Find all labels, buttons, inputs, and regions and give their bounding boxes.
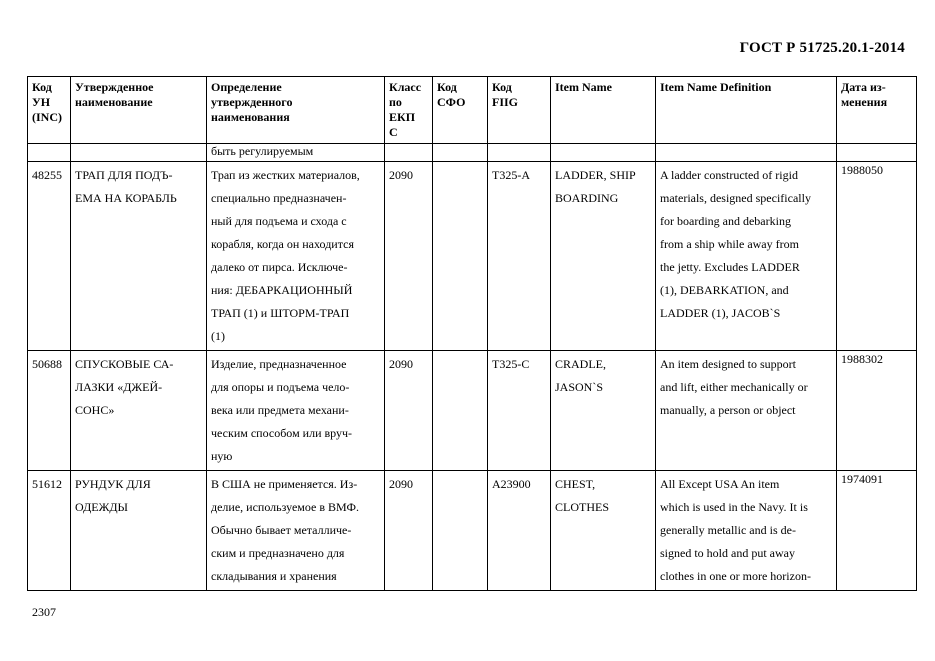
continuation-row (28, 144, 917, 162)
row-item-definition: All Except USA An item which is used in the Navy. It is generally metallic and is de- signed to hold and put away clothes in one or more horizon- (656, 471, 837, 591)
row-fiig: T325-A (488, 162, 551, 351)
row-item-name: CHEST, CLOTHES (551, 471, 656, 591)
col-header-sfo: Код СФО (433, 77, 488, 144)
continuation-definition: быть регулируемым (207, 144, 385, 162)
row-fiig: A23900 (488, 471, 551, 591)
table-row (28, 162, 917, 351)
row-sfo (433, 351, 488, 471)
col-header-definition: Определение утвержденного наименования (207, 77, 385, 144)
row-approved-name: РУНДУК ДЛЯ ОДЕЖДЫ (71, 471, 207, 591)
row-inc: 48255 (28, 162, 71, 351)
col-header-item-definition: Item Name Definition (656, 77, 837, 144)
row-change-date: 1974091 (837, 471, 917, 591)
col-header-inc: Код УН (INC) (28, 77, 71, 144)
row-definition: Изделие, предназначенное для опоры и подъема чело- века или предмета механи- ческим способом или вруч- ную (207, 351, 385, 471)
row-definition: Трап из жестких материалов, специально предназначен- ный для подъема и схода с корабля, когда он находится далеко от пирса. Исключе- ния: ДЕБАРКАЦИОННЫЙ ТРАП (1) и ШТОРМ-ТРАП (1) (207, 162, 385, 351)
row-class: 2090 (385, 471, 433, 591)
table-row (28, 471, 917, 591)
row-change-date: 1988050 (837, 162, 917, 351)
row-item-definition: An item designed to support and lift, either mechanically or manually, a person or object (656, 351, 837, 471)
table-row (28, 351, 917, 471)
row-item-definition: A ladder constructed of rigid materials, designed specifically for boarding and debarking from a ship while away from the jetty. Excludes LADDER (1), DEBARKATION, and LADDER (1), JACOB`S (656, 162, 837, 351)
row-sfo (433, 162, 488, 351)
header-row (28, 77, 917, 144)
row-class: 2090 (385, 351, 433, 471)
row-fiig: T325-C (488, 351, 551, 471)
document-code: ГОСТ Р 51725.20.1-2014 (739, 40, 905, 56)
row-approved-name: ТРАП ДЛЯ ПОДЪ- ЕМА НА КОРАБЛЬ (71, 162, 207, 351)
page-number: 2307 (32, 605, 56, 619)
row-item-name: CRADLE, JASON`S (551, 351, 656, 471)
col-header-change-date: Дата из- менения (837, 77, 917, 144)
col-header-item-name: Item Name (551, 77, 656, 144)
row-approved-name: СПУСКОВЫЕ СА- ЛАЗКИ «ДЖЕЙ- СОНС» (71, 351, 207, 471)
row-sfo (433, 471, 488, 591)
row-definition: В США не применяется. Из- делие, используемое в ВМФ. Обычно бывает металличе- ским и предназначено для складывания и хранения (207, 471, 385, 591)
col-header-fiig: Код FIIG (488, 77, 551, 144)
col-header-class: Класс по ЕКП С (385, 77, 433, 144)
col-header-approved-name: Утвержденное наименование (71, 77, 207, 144)
row-change-date: 1988302 (837, 351, 917, 471)
row-class: 2090 (385, 162, 433, 351)
classification-table (27, 76, 917, 591)
row-inc: 51612 (28, 471, 71, 591)
row-inc: 50688 (28, 351, 71, 471)
row-item-name: LADDER, SHIP BOARDING (551, 162, 656, 351)
